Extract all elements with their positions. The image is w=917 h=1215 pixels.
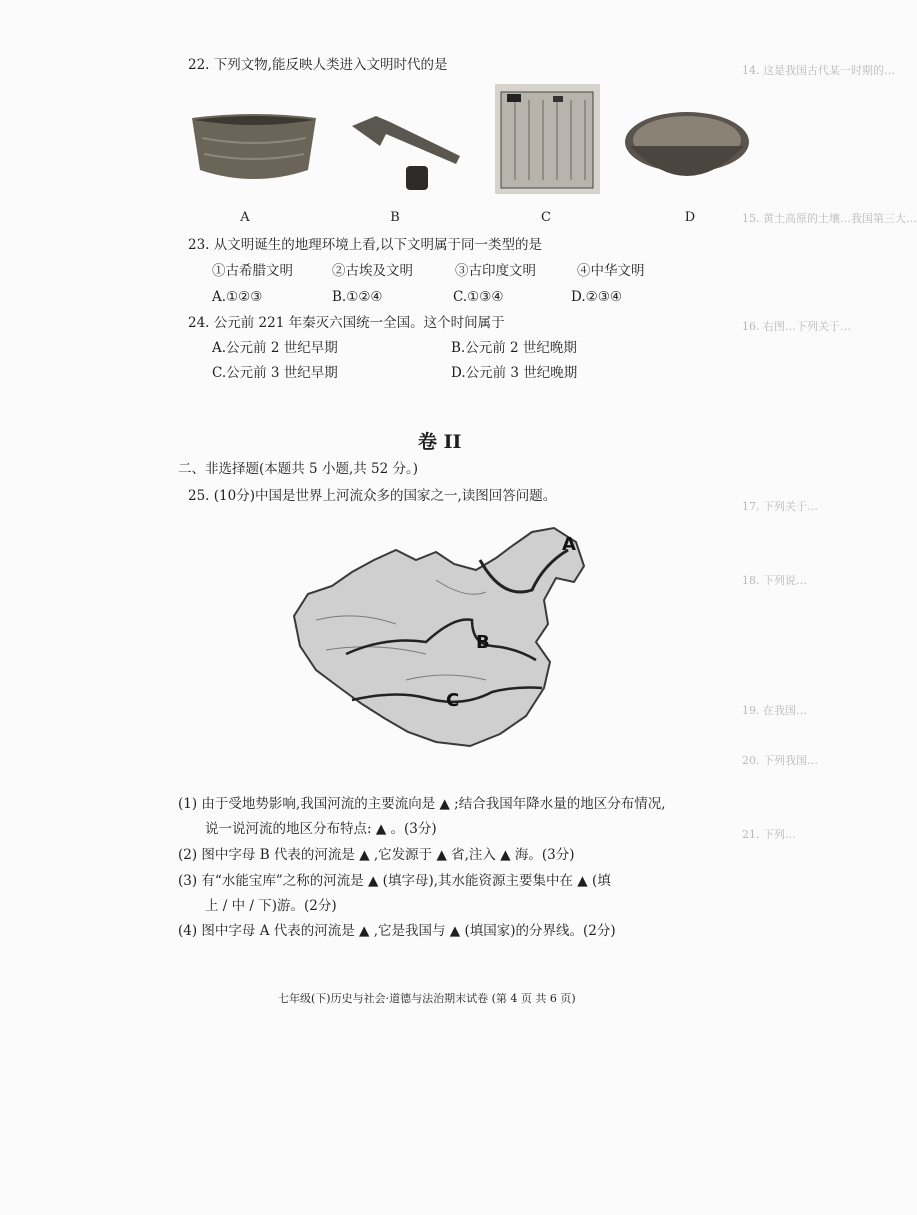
map-label-b: B bbox=[476, 632, 490, 653]
q25-sub2: (2) 图中字母 B 代表的河流是 ▲ ,它发源于 ▲ 省,注入 ▲ 海。(3分) bbox=[178, 847, 575, 863]
q22-label-a: A bbox=[240, 210, 250, 225]
page-footer: 七年级(下)历史与社会·道德与法治期末试卷 (第 4 页 共 6 页) bbox=[278, 992, 576, 1005]
bleed-text: 17. 下列关于… bbox=[742, 500, 818, 513]
section-heading: 二、非选择题(本题共 5 小题,共 52 分。) bbox=[178, 461, 419, 477]
bleed-text: 21. 下列… bbox=[742, 828, 796, 841]
artifact-pottery-basin-image bbox=[188, 108, 320, 190]
q25-sub3-line1: (3) 有“水能宝库”之称的河流是 ▲ (填字母),其水能资源主要集中在 ▲ (填 bbox=[178, 873, 611, 889]
q23-option-b: B.①②④ bbox=[332, 289, 383, 305]
q24-stem: 24. 公元前 221 年秦灭六国统一全国。这个时间属于 bbox=[188, 315, 505, 331]
q22-label-c: C bbox=[541, 210, 551, 225]
section-title: 卷 II bbox=[418, 431, 462, 453]
bleed-text: 20. 下列我国… bbox=[742, 754, 818, 767]
bleed-text: 18. 下列说… bbox=[742, 574, 807, 587]
bleed-text: 16. 右图…下列关于… bbox=[742, 320, 851, 333]
q22-stem: 22. 下列文物,能反映人类进入文明时代的是 bbox=[188, 57, 448, 73]
q24-option-b: B.公元前 2 世纪晚期 bbox=[451, 340, 577, 356]
q23-item: ③古印度文明 bbox=[455, 263, 536, 279]
artifact-oracle-bone-image bbox=[495, 84, 600, 194]
q23-option-a: A.①②③ bbox=[212, 289, 263, 305]
q23-item: ②古埃及文明 bbox=[332, 263, 413, 279]
q23-option-d: D.②③④ bbox=[571, 289, 622, 305]
q25-sub4: (4) 图中字母 A 代表的河流是 ▲ ,它是我国与 ▲ (填国家)的分界线。(2分) bbox=[178, 923, 616, 939]
bleed-text: 19. 在我国… bbox=[742, 704, 807, 717]
q25-sub1-line2: 说一说河流的地区分布特点: ▲ 。(3分) bbox=[205, 821, 437, 837]
artifact-bronze-bowl-image bbox=[622, 106, 752, 192]
q25-sub1-line1: (1) 由于受地势影响,我国河流的主要流向是 ▲ ;结合我国年降水量的地区分布情况, bbox=[178, 796, 666, 812]
bleed-text: 15. 黄土高原的土壤…我国第三大… bbox=[742, 212, 917, 225]
q24-option-c: C.公元前 3 世纪早期 bbox=[212, 365, 338, 381]
q22-label-d: D bbox=[684, 210, 696, 225]
q24-option-d: D.公元前 3 世纪晚期 bbox=[451, 365, 578, 381]
map-label-a: A bbox=[562, 534, 576, 555]
q22-label-b: B bbox=[390, 210, 400, 225]
q23-stem: 23. 从文明诞生的地理环境上看,以下文明属于同一类型的是 bbox=[188, 237, 543, 253]
q23-option-c: C.①③④ bbox=[453, 289, 504, 305]
china-rivers-map bbox=[286, 520, 604, 758]
q24-option-a: A.公元前 2 世纪早期 bbox=[212, 340, 338, 356]
q23-item: ④中华文明 bbox=[577, 263, 645, 279]
bleed-text: 14. 这是我国古代某一时期的… bbox=[742, 64, 895, 77]
q25-sub3-line2: 上 / 中 / 下)游。(2分) bbox=[205, 898, 337, 914]
q25-stem: 25. (10分)中国是世界上河流众多的国家之一,读图回答问题。 bbox=[188, 488, 557, 504]
map-label-c: C bbox=[446, 690, 460, 711]
q23-item: ①古希腊文明 bbox=[212, 263, 293, 279]
artifact-stone-axe-image bbox=[350, 112, 465, 194]
